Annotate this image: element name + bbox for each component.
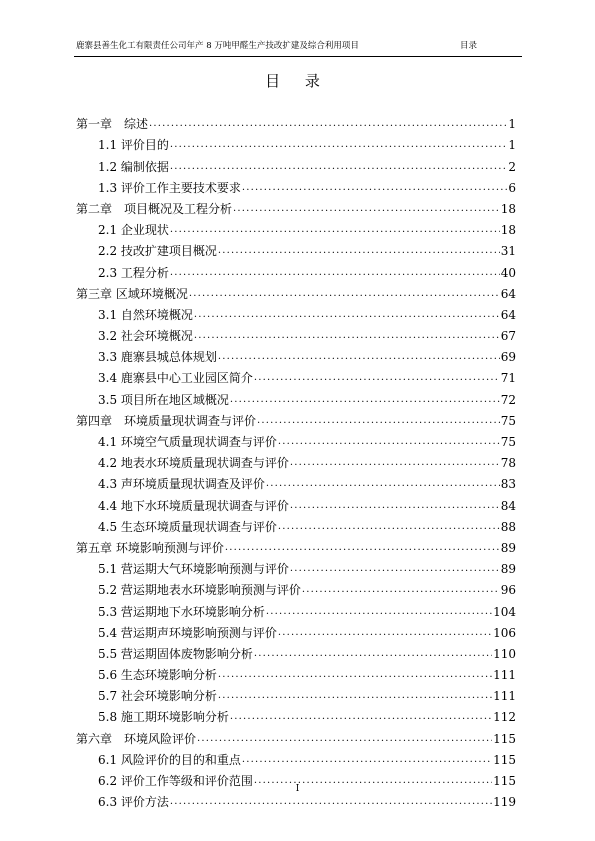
toc-entry-label: 3.4 鹿寨县中心工业园区简介 bbox=[98, 371, 253, 386]
toc-entry-label: 1.3 评价工作主要技术要求 bbox=[98, 180, 241, 195]
toc-entry-label: 1.1 评价目的 bbox=[98, 138, 169, 153]
toc-entry-label: 6.1 风险评价的目的和重点 bbox=[98, 752, 241, 767]
toc-chapter-entry[interactable] bbox=[76, 534, 516, 555]
toc-entry-label: 5.8 施工期环境影响分析 bbox=[98, 710, 229, 725]
toc-entry-page-number: 69 bbox=[500, 350, 516, 365]
toc-section-entry[interactable] bbox=[76, 513, 516, 534]
toc-entry-page-number: 18 bbox=[500, 223, 516, 238]
toc-section-entry[interactable] bbox=[76, 449, 516, 470]
toc-entry-page-number: 84 bbox=[500, 498, 516, 513]
toc-entry-label: 1.2 编制依据 bbox=[98, 159, 169, 174]
toc-dot-leader bbox=[170, 267, 500, 279]
toc-section-entry[interactable] bbox=[76, 470, 516, 491]
toc-entry-label: 第一章 综述 bbox=[76, 117, 149, 132]
toc-entry-page-number: 31 bbox=[500, 244, 516, 259]
toc-entry-page-number: 72 bbox=[500, 392, 516, 407]
toc-entry-page-number: 2 bbox=[508, 159, 516, 174]
toc-section-entry[interactable] bbox=[76, 174, 516, 195]
toc-entry-label: 4.5 生态环境质量现状调查与评价 bbox=[98, 519, 277, 534]
toc-entry-label: 6.3 评价方法 bbox=[98, 795, 169, 810]
toc-entry-page-number: 75 bbox=[500, 435, 516, 449]
toc-section-entry[interactable] bbox=[76, 555, 516, 576]
toc-section-entry[interactable] bbox=[76, 301, 516, 322]
toc-entry-label: 5.7 社会环境影响分析 bbox=[98, 689, 217, 704]
toc-dot-leader bbox=[290, 500, 500, 512]
toc-entry-page-number: 18 bbox=[500, 201, 516, 216]
toc-dot-leader bbox=[170, 796, 492, 808]
toc-entry-page-number: 115 bbox=[493, 774, 516, 788]
toc-dot-leader bbox=[242, 182, 507, 194]
toc-entry-label: 5.5 营运期固体废物影响分析 bbox=[98, 646, 253, 661]
toc-section-entry[interactable] bbox=[76, 237, 516, 258]
toc-entry-label: 2.2 技改扩建项目概况 bbox=[98, 244, 217, 259]
toc-dot-leader bbox=[278, 521, 500, 533]
toc-entry-label: 4.2 地表水环境质量现状调查与评价 bbox=[98, 456, 289, 471]
toc-dot-leader bbox=[149, 118, 507, 130]
toc-entry-label: 2.1 企业现状 bbox=[98, 223, 169, 238]
toc-entry-label: 4.4 地下水环境质量现状调查与评价 bbox=[98, 498, 289, 513]
toc-dot-leader bbox=[218, 669, 492, 681]
toc-section-entry[interactable] bbox=[76, 258, 516, 279]
toc-entry-page-number: 1 bbox=[508, 138, 516, 153]
toc-dot-leader bbox=[194, 330, 500, 342]
toc-dot-leader bbox=[194, 309, 500, 321]
toc-entry-label: 3.1 自然环境概况 bbox=[98, 307, 193, 322]
toc-dot-leader bbox=[230, 394, 500, 406]
toc-entry-page-number: 119 bbox=[493, 795, 516, 810]
toc-dot-leader bbox=[254, 648, 492, 660]
toc-entry-page-number: 110 bbox=[493, 646, 516, 661]
table-of-contents bbox=[76, 110, 516, 809]
toc-dot-leader bbox=[225, 542, 500, 554]
toc-section-entry[interactable] bbox=[76, 216, 516, 237]
toc-entry-page-number: 111 bbox=[493, 689, 516, 704]
toc-dot-leader bbox=[290, 457, 500, 469]
toc-entry-label: 3.5 项目所在地区域概况 bbox=[98, 392, 229, 407]
toc-section-entry[interactable] bbox=[76, 364, 516, 385]
toc-entry-label: 2.3 工程分析 bbox=[98, 265, 169, 280]
toc-entry-page-number: 96 bbox=[500, 583, 516, 598]
toc-section-entry[interactable] bbox=[76, 152, 516, 173]
toc-entry-label: 5.3 营运期地下水环境影响分析 bbox=[98, 604, 265, 619]
toc-section-entry[interactable] bbox=[76, 131, 516, 152]
toc-entry-page-number: 75 bbox=[500, 413, 516, 428]
toc-dot-leader bbox=[170, 224, 500, 236]
toc-chapter-entry[interactable] bbox=[76, 110, 516, 131]
toc-dot-leader bbox=[302, 584, 500, 596]
toc-section-entry[interactable] bbox=[76, 640, 516, 661]
toc-entry-label: 5.4 营运期声环境影响预测与评价 bbox=[98, 625, 277, 640]
toc-entry-page-number: 83 bbox=[500, 477, 516, 492]
toc-entry-label: 3.3 鹿寨县城总体规划 bbox=[98, 350, 217, 365]
toc-dot-leader bbox=[254, 372, 500, 384]
toc-entry-label: 6.2 评价工作等级和评价范围 bbox=[98, 774, 253, 788]
toc-dot-leader bbox=[170, 161, 507, 173]
toc-dot-leader bbox=[233, 203, 500, 215]
page-title: 目 录 bbox=[265, 72, 330, 90]
toc-dot-leader bbox=[218, 690, 492, 702]
toc-dot-leader bbox=[170, 139, 507, 151]
toc-chapter-entry[interactable] bbox=[76, 407, 516, 428]
header-section-name: 目录 bbox=[460, 41, 478, 51]
toc-section-entry[interactable] bbox=[76, 661, 516, 682]
header-divider bbox=[74, 56, 522, 57]
toc-entry-page-number: 78 bbox=[500, 456, 516, 471]
toc-section-entry[interactable] bbox=[76, 703, 516, 724]
toc-dot-leader bbox=[266, 478, 500, 490]
toc-section-entry[interactable] bbox=[76, 322, 516, 343]
toc-chapter-entry[interactable] bbox=[76, 195, 516, 216]
toc-entry-page-number: 112 bbox=[493, 710, 516, 725]
toc-entry-page-number: 64 bbox=[500, 307, 516, 322]
toc-entry-label: 5.6 生态环境影响分析 bbox=[98, 668, 217, 683]
toc-entry-page-number: 6 bbox=[508, 180, 516, 195]
toc-entry-page-number: 89 bbox=[500, 562, 516, 577]
toc-section-entry[interactable] bbox=[76, 576, 516, 597]
toc-dot-leader bbox=[230, 711, 492, 723]
toc-dot-leader bbox=[189, 288, 500, 300]
running-header bbox=[74, 38, 522, 54]
toc-entry-label: 4.1 环境空气质量现状调查与评价 bbox=[98, 435, 277, 449]
toc-section-entry[interactable] bbox=[76, 385, 516, 406]
toc-entry-label: 第二章 项目概况及工程分析 bbox=[76, 201, 233, 216]
toc-entry-page-number: 89 bbox=[500, 540, 516, 555]
toc-dot-leader bbox=[242, 754, 492, 766]
toc-section-entry[interactable] bbox=[76, 746, 516, 767]
toc-dot-leader bbox=[197, 733, 492, 745]
toc-chapter-entry[interactable] bbox=[76, 280, 516, 301]
toc-dot-leader bbox=[266, 606, 492, 618]
toc-dot-leader bbox=[278, 627, 492, 639]
toc-dot-leader bbox=[257, 415, 500, 427]
toc-entry-label: 第四章 环境质量现状调查与评价 bbox=[76, 413, 257, 428]
toc-entry-label: 3.2 社会环境概况 bbox=[98, 329, 193, 344]
header-document-title: 鹿寨县善生化工有限责任公司年产 8 万吨甲醛生产技改扩建及综合利用项目 bbox=[76, 41, 359, 51]
toc-dot-leader bbox=[218, 351, 500, 363]
toc-entry-label: 4.3 声环境质量现状调查及评价 bbox=[98, 477, 265, 492]
toc-entry-page-number: 111 bbox=[493, 668, 516, 683]
toc-section-entry[interactable] bbox=[76, 428, 516, 449]
page-number: I bbox=[295, 784, 300, 794]
toc-entry-label: 5.2 营运期地表水环境影响预测与评价 bbox=[98, 583, 301, 598]
toc-entry-page-number: 88 bbox=[500, 519, 516, 534]
toc-dot-leader bbox=[218, 245, 500, 257]
toc-entry-label: 第三章 区域环境概况 bbox=[76, 286, 188, 301]
toc-entry-page-number: 1 bbox=[508, 117, 516, 132]
toc-section-entry[interactable] bbox=[76, 597, 516, 618]
toc-entry-page-number: 104 bbox=[493, 604, 516, 619]
toc-section-entry[interactable] bbox=[76, 682, 516, 703]
toc-entry-page-number: 64 bbox=[500, 286, 516, 301]
toc-entry-page-number: 71 bbox=[500, 371, 516, 386]
toc-entry-page-number: 115 bbox=[493, 731, 516, 746]
toc-dot-leader bbox=[278, 436, 500, 448]
toc-entry-page-number: 67 bbox=[500, 329, 516, 344]
toc-entry-page-number: 106 bbox=[493, 625, 516, 640]
toc-entry-label: 第六章 环境风险评价 bbox=[76, 731, 197, 746]
toc-dot-leader bbox=[290, 563, 500, 575]
toc-section-entry[interactable] bbox=[76, 343, 516, 364]
toc-entry-label: 5.1 营运期大气环境影响预测与评价 bbox=[98, 562, 289, 577]
toc-section-entry[interactable] bbox=[76, 619, 516, 640]
toc-entry-label: 第五章 环境影响预测与评价 bbox=[76, 540, 224, 555]
toc-entry-page-number: 115 bbox=[493, 752, 516, 767]
toc-chapter-entry[interactable] bbox=[76, 724, 516, 745]
toc-entry-page-number: 40 bbox=[500, 265, 516, 280]
toc-section-entry[interactable] bbox=[76, 491, 516, 512]
